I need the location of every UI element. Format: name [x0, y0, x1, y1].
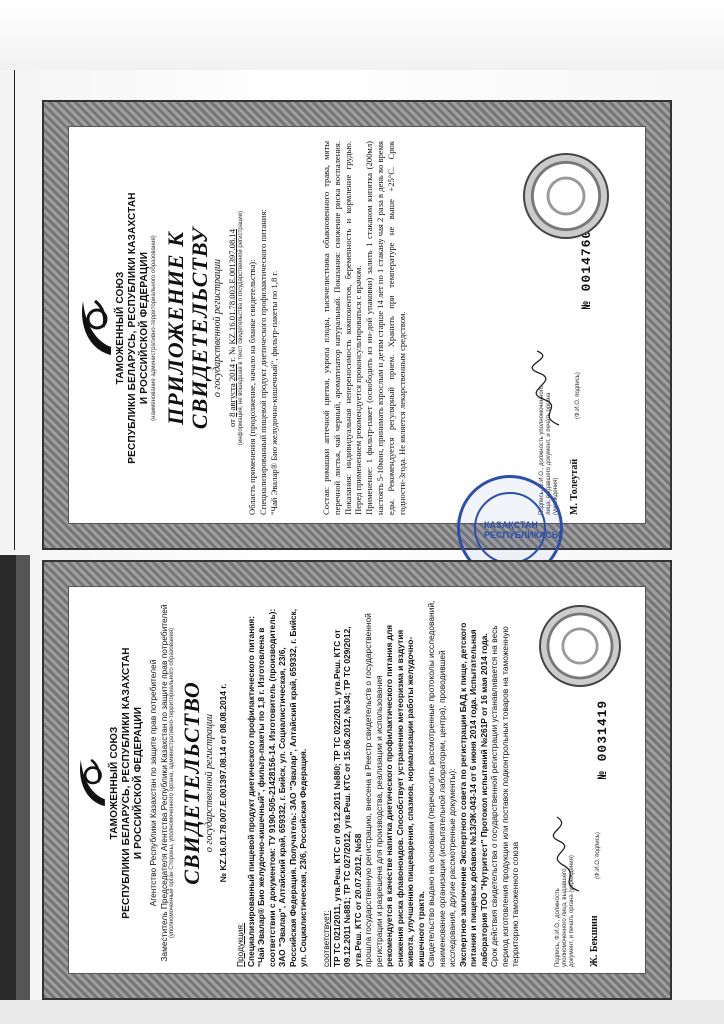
stamp-text: КАЗАҚСТАН РЕСПУБЛИКАСЫ	[484, 520, 561, 540]
republics-line: РЕСПУБЛИКИ БЕЛАРУСЬ, РЕСПУБЛИКИ КАЗАХСТАН	[127, 192, 138, 464]
serial-prefix: №	[579, 300, 594, 309]
appendix-header	[77, 127, 245, 529]
issued-basis-text: Свидетельство выдано на основании (перечислить рассмотренные протоколы исследований, наименование организации (испытательной лаборатории, центра), проводившей исследования, другие рассмотренные документы):	[426, 600, 457, 967]
info-note: (информация, не вошедшая в текст свидетельства о государственной регистрации)	[237, 210, 244, 446]
date-suffix: г. №	[227, 346, 237, 362]
customs-union-logo	[77, 293, 115, 363]
scan-shadow-left-inner	[16, 555, 30, 1020]
signer-note: (Ф.И.О. подпись)	[575, 372, 581, 419]
signer-role: Подпись, Ф.И.О., должность уполномоченного лица, выдавшего документ, и печать органа (учреждения)	[539, 385, 559, 515]
signer-name: М. Толеутай	[569, 458, 580, 515]
purpose-text: рекомендуется в качестве напитка диетического профилактического питания для снижения риска флавоноидов. Способствует устранению метеоризма и вздутия живота, улучшению пищеварения, спазмов, нормализации работы желудочно-кишечного тракта.	[384, 624, 426, 967]
product-section	[235, 599, 309, 967]
scan-margin-top	[0, 0, 724, 70]
official-seal-icon	[539, 605, 621, 687]
date-prefix: от	[227, 419, 237, 428]
number-prefix: №	[218, 872, 228, 883]
serial-value: 0031419	[595, 699, 610, 762]
signature-mark	[547, 815, 587, 895]
compliance-heading: соответствует:	[321, 910, 331, 967]
authority-note: (уполномоченный орган Стороны, уполномоченного органа, административно-территориального образования)	[169, 627, 175, 939]
certificate-subtitle: о государственной регистрации	[204, 713, 215, 853]
federation-line: И РОССИЙСКОЙ ФЕДЕРАЦИИ	[139, 251, 150, 405]
validity-text: Срок действия свидетельства о государственной регистрации устанавливается на весь период изготовления продукции или поставок подконтрольных товаров на таможенную территорию таможенного союза	[489, 625, 520, 967]
customs-union-logo	[75, 753, 109, 813]
date-year: 2014	[227, 363, 237, 382]
signer-role: Подпись, Ф.И.О., должность уполномоченного лица, выдавшего документ, и печать органа (учреждения)	[555, 855, 575, 967]
certificate-title: СВИДЕТЕЛЬСТВО	[179, 681, 204, 885]
compliance-text: ТР ТС 021/2011, утв.Реш. КТС от 09.12.2011 №880; ТР ТС 022/2011, утв.Реш. КТС от 09.12.2011 №881; ТР ТС 027/2012, утв.Реш. КТС от 15.06.2012, №34; ТР ТС 029/2012, утв.Реш. КТС от 20.07.2012, №58	[331, 626, 363, 967]
republics-line: РЕСПУБЛИКИ БЕЛАРУСЬ, РЕСПУБЛИКИ КАЗАХСТАН	[121, 647, 132, 919]
registration-certificate	[42, 560, 672, 1000]
certificate-sheet	[68, 586, 646, 974]
scope-text: Специализированный пищевой продукт диетического профилактического питания:	[257, 209, 268, 515]
org-note: (наименование административно-территориального образования)	[151, 235, 157, 421]
agency-line: Агентство Республики Казахстан по защите прав потребителей	[148, 659, 158, 907]
appendix-date-line	[227, 127, 238, 529]
serial-number	[579, 230, 594, 309]
date-day: 8	[227, 412, 237, 417]
date-prefix: от	[218, 735, 228, 745]
product-heading: Продукция:	[235, 922, 245, 967]
appendix-sheet	[68, 126, 646, 540]
signature-mark	[529, 349, 569, 429]
federation-line: И РОССИЙСКОЙ ФЕДЕРАЦИИ	[133, 706, 144, 860]
product-text: Специализированный пищевой продукт диетического профилактического питания: "Чай Эвалар® Био желудочно-кишечный", фильтр-пакеты по 1,8 г. Изготовлена в соответствии с документом: ТУ 9190-505-21428156-14. Изготовитель (производитель): ЗАО "Эвалар", Алтайский край, 659332, г. Бийск, ул. Социалистическая, 23/6, Российская Федерация. Получатель: ЗАО "Эвалар", Алтайский край, 659332, г. Бийск, ул. Социалистическая, 23/6, Российская Федерация.	[245, 608, 308, 967]
appendix-certificate	[42, 100, 672, 550]
composition-text: Состав: ромашки аптечной цветки, укропа плоды, тысячелистника обыкновенного трава, мяты перечной листья, чай черный, ароматизатор натуральный. Показания: снижение риска воспаления. Показания: индивидуальная непереносимость компонентов, беременность и кормление грудью. Перед применением рекомендуется проконсультироваться с врачом.	[321, 141, 364, 515]
certificate-header	[75, 587, 229, 979]
expert-text: Экспертное заключение Экспертного совета по регистрации БАД к пище, детского питания и пищевых добавок №13/ЭК-043-14 от 6 июня 2014 года. Испытательная лаборатория ТОО "Нутритест" Протокол испытаний №261Р от 16 мая 2014 года.	[457, 622, 489, 967]
compliance-section	[321, 599, 521, 967]
signer-name: Ж. Бекшин	[589, 915, 600, 967]
appendix-scope	[247, 141, 279, 515]
appendix-title: ПРИЛОЖЕНИЕ К СВИДЕТЕЛЬСТВУ	[163, 226, 212, 430]
certificate-date: 08.08.2014 г.	[218, 683, 228, 733]
certificate-number: KZ.16.01.78.007.E.001397.08.14	[218, 746, 228, 871]
usage-text: Применение: 1 фильтр-пакет (освободить из ин-дой упаковки) залить 1 стаканом кипятка (200мл) настоять 5-10мин, принимать взрослым и детям старше 14 лет по 1 стакану чая 2 раза в день во время еды. Рекомендуется регулярный прием. Хранить при температуре не выше +25°С. Срок годности-3года. Не является лекарственным средством.	[364, 140, 407, 515]
registry-text: прошла государственную регистрацию, внесена в Реестр свидетельств о государственной регистрации и разрешена для производства, реализации и использования	[363, 613, 384, 967]
scan-shadow-left	[0, 555, 16, 1020]
scan-border-line	[14, 70, 15, 550]
date-month: августа	[227, 383, 237, 411]
certificate-number-line	[218, 587, 229, 979]
serial-value: 0014760	[579, 229, 594, 292]
appendix-composition	[321, 141, 407, 515]
serial-number	[595, 700, 610, 779]
scope-heading: Область применения (продолжение, начало на бланке свидетельства):	[247, 259, 257, 515]
deputy-line: Заместитель Председателя Агентства Республики Казахстан по защите прав потребителей	[158, 604, 169, 962]
registration-number: KZ.16.01.78.003.E.001397.08.14	[227, 229, 237, 345]
scan-margin-bottom	[0, 1000, 724, 1024]
union-title: ТАМОЖЕННЫЙ СОЮЗ	[109, 726, 120, 840]
product-name: "Чай Эвалар® Био желудочно-кишечный", фильтр-пакеты по 1,8 г.	[268, 270, 279, 515]
serial-prefix: №	[595, 770, 610, 779]
signer-note: (Ф.И.О. подпись)	[595, 832, 601, 879]
appendix-subtitle: о государственной регистрации	[212, 258, 223, 398]
official-seal-icon	[523, 153, 609, 239]
union-title: ТАМОЖЕННЫЙ СОЮЗ	[115, 271, 126, 385]
